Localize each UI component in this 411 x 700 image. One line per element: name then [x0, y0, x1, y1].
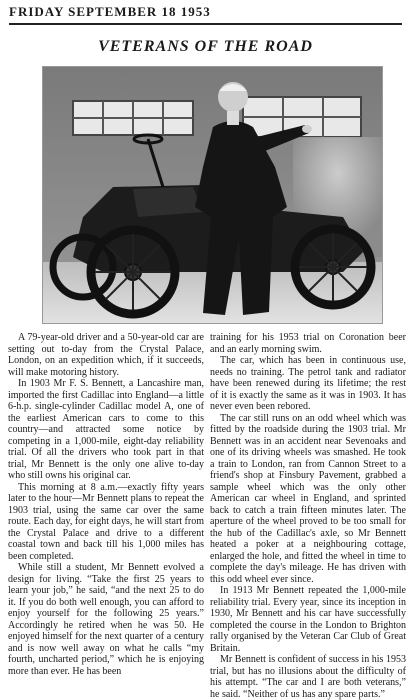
paragraph: The car, which has been in continuous use, needs no training. The petrol tank and radiator have been renewed during its lifetime; the rest of it is exactly the same as it was in 1903. It has never even been rebored. — [210, 355, 406, 412]
paragraph: This morning at 8 a.m.—exactly fifty years later to the hour—Mr Bennett plans to repeat the 1903 trial, using the same car over the same route. Each day, for eight days, he will start from the Crystal Palace and drive to a different coastal town and back till his 1,000 miles has been completed. — [8, 481, 204, 562]
left-column — [8, 332, 204, 677]
paragraph: In 1903 Mr F. S. Bennett, a Lancashire man, imported the first Cadillac into England—a little 6-h.p. single-cylinder Cadillac model A, one of the earliest American cars to come to this country—and attracted some notice by competing in a 1,000-mile, eight-day reliability trial. Of all the drivers who took part in that trial, Mr Bennett is the only one alive to-day who still owns his original car. — [8, 378, 204, 481]
paragraph-continuation: training for his 1953 trial on Coronation beer and an early morning swim. — [210, 332, 406, 355]
paragraph: In 1913 Mr Bennett repeated the 1,000-mile reliability trial. Every year, since its inception in 1930, Mr Bennett and his car have successfully completed the course in the London to Brighton rally organised by the Veteran Car Club of Great Britain. — [210, 585, 406, 654]
photograph-of-elderly-man-standing-beside-veteran-car — [42, 66, 383, 324]
headline: VETERANS OF THE ROAD — [98, 38, 313, 55]
paragraph: While still a student, Mr Bennett evolved a design for living. “Take the first 25 years to learn your job,” he said, “and the next 25 to do it. If you do both well enough, you can afford to enjoy yourself for the following 25 years.” Accordingly he retired when he was 50. He enjoyed himself for the next quarter of a century and is now well away on what he calls “my fourth, uncharted period,” which he is enjoying more than ever. He has been — [8, 562, 204, 677]
right-column — [210, 332, 406, 700]
paragraph: Mr Bennett is confident of success in his 1953 trial, but has no illusions about the difficulty of his attempt. “The car and I are both veterans,” he said. “Neither of us has any spare parts.” — [210, 654, 406, 700]
dateline: FRIDAY SEPTEMBER 18 1953 — [9, 4, 402, 25]
paragraph: The car still runs on an odd wheel which was fitted by the roadside during the 1903 trial. Mr Bennett was in an accident near Sevenoaks and one of its driving wheels was smashed. He took a train to London, ran from Cannon Street to a friend's shop at Finsbury Pavement, grabbed a sample wheel which was the only other American car wheel in England, and sprinted back to catch a train fifteen minutes later. The aperture of the wheel proved to be too small for the hub of the Cadillac's axle, so Mr Bennett heated a poker at a neighbouring cottage, enlarged the hole, and fitted the wheel in time to complete the day's mileage. He has driven with this odd wheel ever since. — [210, 412, 406, 585]
paragraph: A 79-year-old driver and a 50-year-old car are setting out to-day from the Crystal Palace, London, on an expedition which, if it succeeds, will make motoring history. — [8, 332, 204, 378]
